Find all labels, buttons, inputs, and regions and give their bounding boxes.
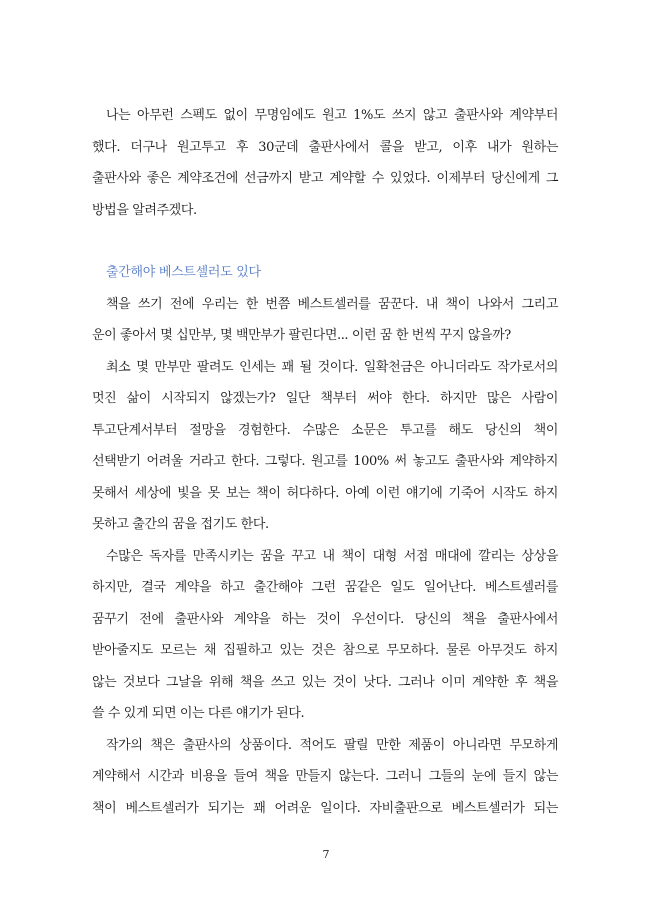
blank-line bbox=[92, 226, 558, 257]
text-line: 나는 아무런 스펙도 없이 무명임에도 원고 1%도 쓰지 않고 출판사와 계약부터 bbox=[106, 108, 558, 123]
text-line: 책이 베스트셀러가 되기는 꽤 어려운 일이다. 자비출판으로 베스트셀러가 되는 bbox=[92, 800, 558, 816]
text-line: 멋진 삶이 시작되지 않겠는가? 일단 책부터 써야 한다. 하지만 많은 사람이 bbox=[92, 391, 558, 406]
paragraph bbox=[92, 730, 558, 825]
text-line: 출판사와 좋은 계약조건에 선금까지 받고 계약할 수 있었다. 이제부터 당신에게 그 bbox=[92, 171, 558, 186]
text-line: 방법을 알려주겠다. bbox=[92, 202, 197, 218]
paragraph bbox=[92, 352, 558, 541]
text-line: 계약해서 시간과 비용을 들여 책을 만들지 않는다. 그러니 그들의 눈에 들지 않는 bbox=[92, 769, 558, 784]
text-line: 못하고 출간의 꿈을 접기도 한다. bbox=[92, 517, 269, 532]
text-line: 하지만, 결국 계약을 하고 출간해야 그런 꿈같은 일도 일어난다. 베스트셀러를 bbox=[92, 580, 558, 595]
paragraph bbox=[92, 100, 558, 226]
text-line: 못해서 세상에 빛을 못 보는 책이 허다하다. 아예 이런 얘기에 기죽어 시작도 하지 bbox=[92, 485, 558, 501]
page-number: 7 bbox=[322, 848, 330, 861]
section-heading: 출간해야 베스트셀러도 있다 bbox=[106, 265, 261, 280]
text-line: 최소 몇 만부만 팔려도 인세는 꽤 될 것이다. 일확천금은 아니더라도 작가로서의 bbox=[106, 359, 558, 375]
paragraph bbox=[92, 289, 558, 352]
text-line: 수많은 독자를 만족시키는 꿈을 꾸고 내 책이 대형 서점 매대에 깔리는 상상을 bbox=[106, 548, 558, 564]
text-line: 작가의 책은 출판사의 상품이다. 적어도 팔릴 만한 제품이 아니라면 무모하게 bbox=[106, 737, 558, 753]
text-line: 않는 것보다 그날을 위해 책을 쓰고 있는 것이 낫다. 그러나 이미 계약한 후 책을 bbox=[92, 674, 558, 690]
text-line: 했다. 더구나 원고투고 후 30군데 출판사에서 콜을 받고, 이후 내가 원하는 bbox=[92, 139, 558, 155]
text-line: 투고단계서부터 절망을 경험한다. 수많은 소문은 투고를 해도 당신의 책이 bbox=[92, 422, 558, 438]
body-text bbox=[92, 100, 558, 824]
text-line: 책을 쓰기 전에 우리는 한 번쯤 베스트셀러를 꿈꾼다. 내 책이 나와서 그리고 bbox=[106, 296, 558, 312]
text-line: 꿈꾸기 전에 출판사와 계약을 하는 것이 우선이다. 당신의 책을 출판사에서 bbox=[92, 611, 558, 627]
text-line: 쓸 수 있게 되면 이는 다른 얘기가 된다. bbox=[92, 706, 305, 721]
text-line: 선택받기 어려울 거라고 한다. 그렇다. 원고를 100% 써 놓고도 출판사와 계약하지 bbox=[92, 454, 558, 469]
text-line: 받아줄지도 모르는 채 집필하고 있는 것은 참으로 무모하다. 물론 아무것도 하지 bbox=[92, 643, 558, 658]
text-line: 운이 좋아서 몇 십만부, 몇 백만부가 팔린다면... 이런 꿈 한 번씩 꾸지 않을까? bbox=[92, 328, 511, 343]
paragraph bbox=[92, 541, 558, 730]
